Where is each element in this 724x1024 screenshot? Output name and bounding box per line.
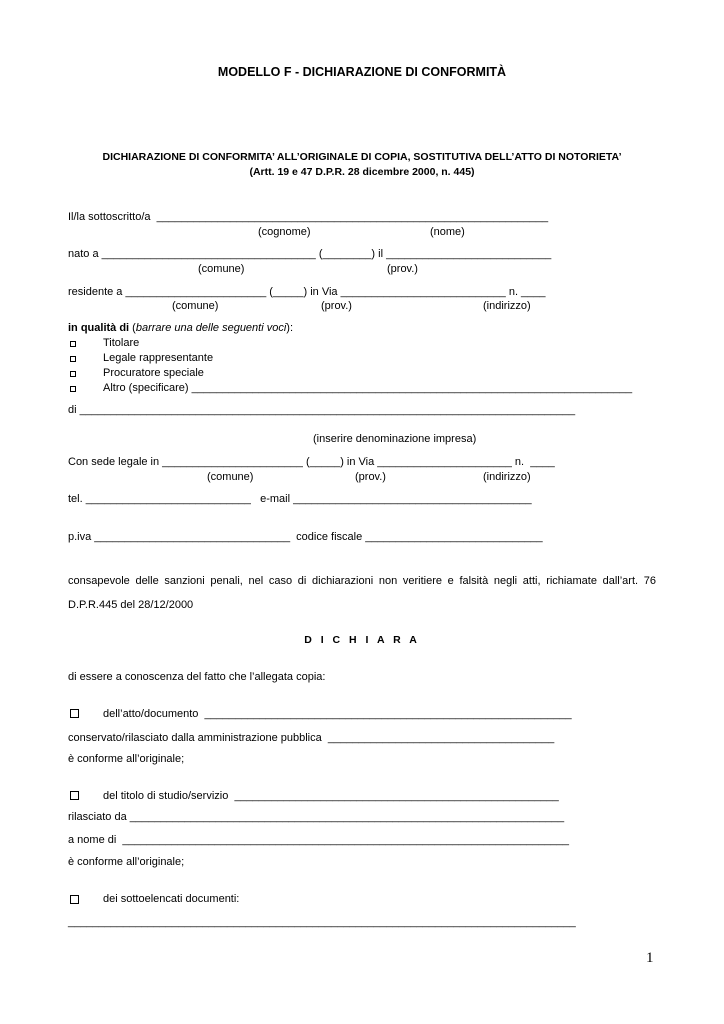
page-title: MODELLO F - DICHIARAZIONE DI CONFORMITÀ <box>217 65 507 79</box>
checkbox-legale-rappresentante[interactable] <box>70 356 76 362</box>
label-comune: (comune) <box>198 263 245 275</box>
rilasciato-field[interactable]: rilasciato da _______________________________________________________________________ <box>68 811 565 823</box>
sottoelencati-label: dei sottoelencati documenti: <box>103 893 240 905</box>
sottoscritto-field[interactable]: Il/la sottoscritto/a ________________________________________________________________ <box>68 211 549 223</box>
checkbox-documenti[interactable] <box>70 895 79 904</box>
conservato-field[interactable]: conservato/rilasciato dalla amministrazione pubblica _____________________________________ <box>68 732 555 744</box>
checkbox-atto[interactable] <box>70 709 79 718</box>
consapevole-line-2: D.P.R.445 del 28/12/2000 <box>68 599 194 611</box>
label-comune: (comune) <box>172 300 219 312</box>
label-impresa: (inserire denominazione impresa) <box>313 433 477 445</box>
option-altro[interactable]: Altro (specificare) ________________________________________________________________________ <box>103 382 633 394</box>
residente-field[interactable]: residente a _______________________ (_____) in Via ___________________________ n. ____ <box>68 286 546 298</box>
documenti-field[interactable]: ___________________________________________________________________________________ <box>68 916 576 928</box>
sede-field[interactable]: Con sede legale in _______________________ (_____) in Via ______________________ n. ____ <box>68 456 555 468</box>
dichiara-heading: D I C H I A R A <box>304 634 420 646</box>
label-prov: (prov.) <box>355 471 386 483</box>
qualita-open: ( <box>129 322 136 334</box>
label-indirizzo: (indirizzo) <box>483 471 531 483</box>
qualita-close: ): <box>286 322 294 334</box>
conoscenza-text: di essere a conoscenza del fatto che l’allegata copia: <box>68 671 326 683</box>
titolo-field[interactable]: del titolo di studio/servizio _____________________________________________________ <box>103 790 559 802</box>
qualita-italic: barrare una delle seguenti voci <box>135 322 287 334</box>
label-cognome: (cognome) <box>258 226 311 238</box>
qualita-bold: in qualità di <box>68 322 130 334</box>
option-procuratore-speciale: Procuratore speciale <box>103 367 204 379</box>
page-number: 1 <box>646 950 654 966</box>
conforme-text: è conforme all’originale; <box>68 856 185 868</box>
atto-field[interactable]: dell’atto/documento ____________________________________________________________ <box>103 708 572 720</box>
a-nome-field[interactable]: a nome di _________________________________________________________________________ <box>68 834 570 846</box>
checkbox-titolo[interactable] <box>70 791 79 800</box>
heading-line-2: (Artt. 19 e 47 D.P.R. 28 dicembre 2000, n. 445) <box>249 166 475 178</box>
label-nome: (nome) <box>430 226 465 238</box>
qualita-label <box>68 322 293 335</box>
piva-cf-field[interactable]: p.iva ________________________________ codice fiscale _____________________________ <box>68 531 543 543</box>
di-field[interactable]: di _________________________________________________________________________________ <box>68 404 576 416</box>
label-prov: (prov.) <box>387 263 418 275</box>
checkbox-procuratore-speciale[interactable] <box>70 371 76 377</box>
checkbox-titolare[interactable] <box>70 341 76 347</box>
checkbox-altro[interactable] <box>70 386 76 392</box>
heading-line-1: DICHIARAZIONE DI CONFORMITA’ ALL’ORIGINALE DI COPIA, SOSTITUTIVA DELL’ATTO DI NOTORIETA’ <box>102 151 622 163</box>
label-prov: (prov.) <box>321 300 352 312</box>
consapevole-line-1: consapevole delle sanzioni penali, nel caso di dichiarazioni non veritiere e falsità negli atti, richiamate dall’art. 76 <box>68 575 656 587</box>
nato-field[interactable]: nato a ___________________________________ (________) il ___________________________ <box>68 248 552 260</box>
label-comune: (comune) <box>207 471 254 483</box>
tel-email-field[interactable]: tel. ___________________________ e-mail _______________________________________ <box>68 493 532 505</box>
conforme-text: è conforme all’originale; <box>68 753 185 765</box>
option-titolare: Titolare <box>103 337 140 349</box>
label-indirizzo: (indirizzo) <box>483 300 531 312</box>
option-legale-rappresentante: Legale rappresentante <box>103 352 214 364</box>
